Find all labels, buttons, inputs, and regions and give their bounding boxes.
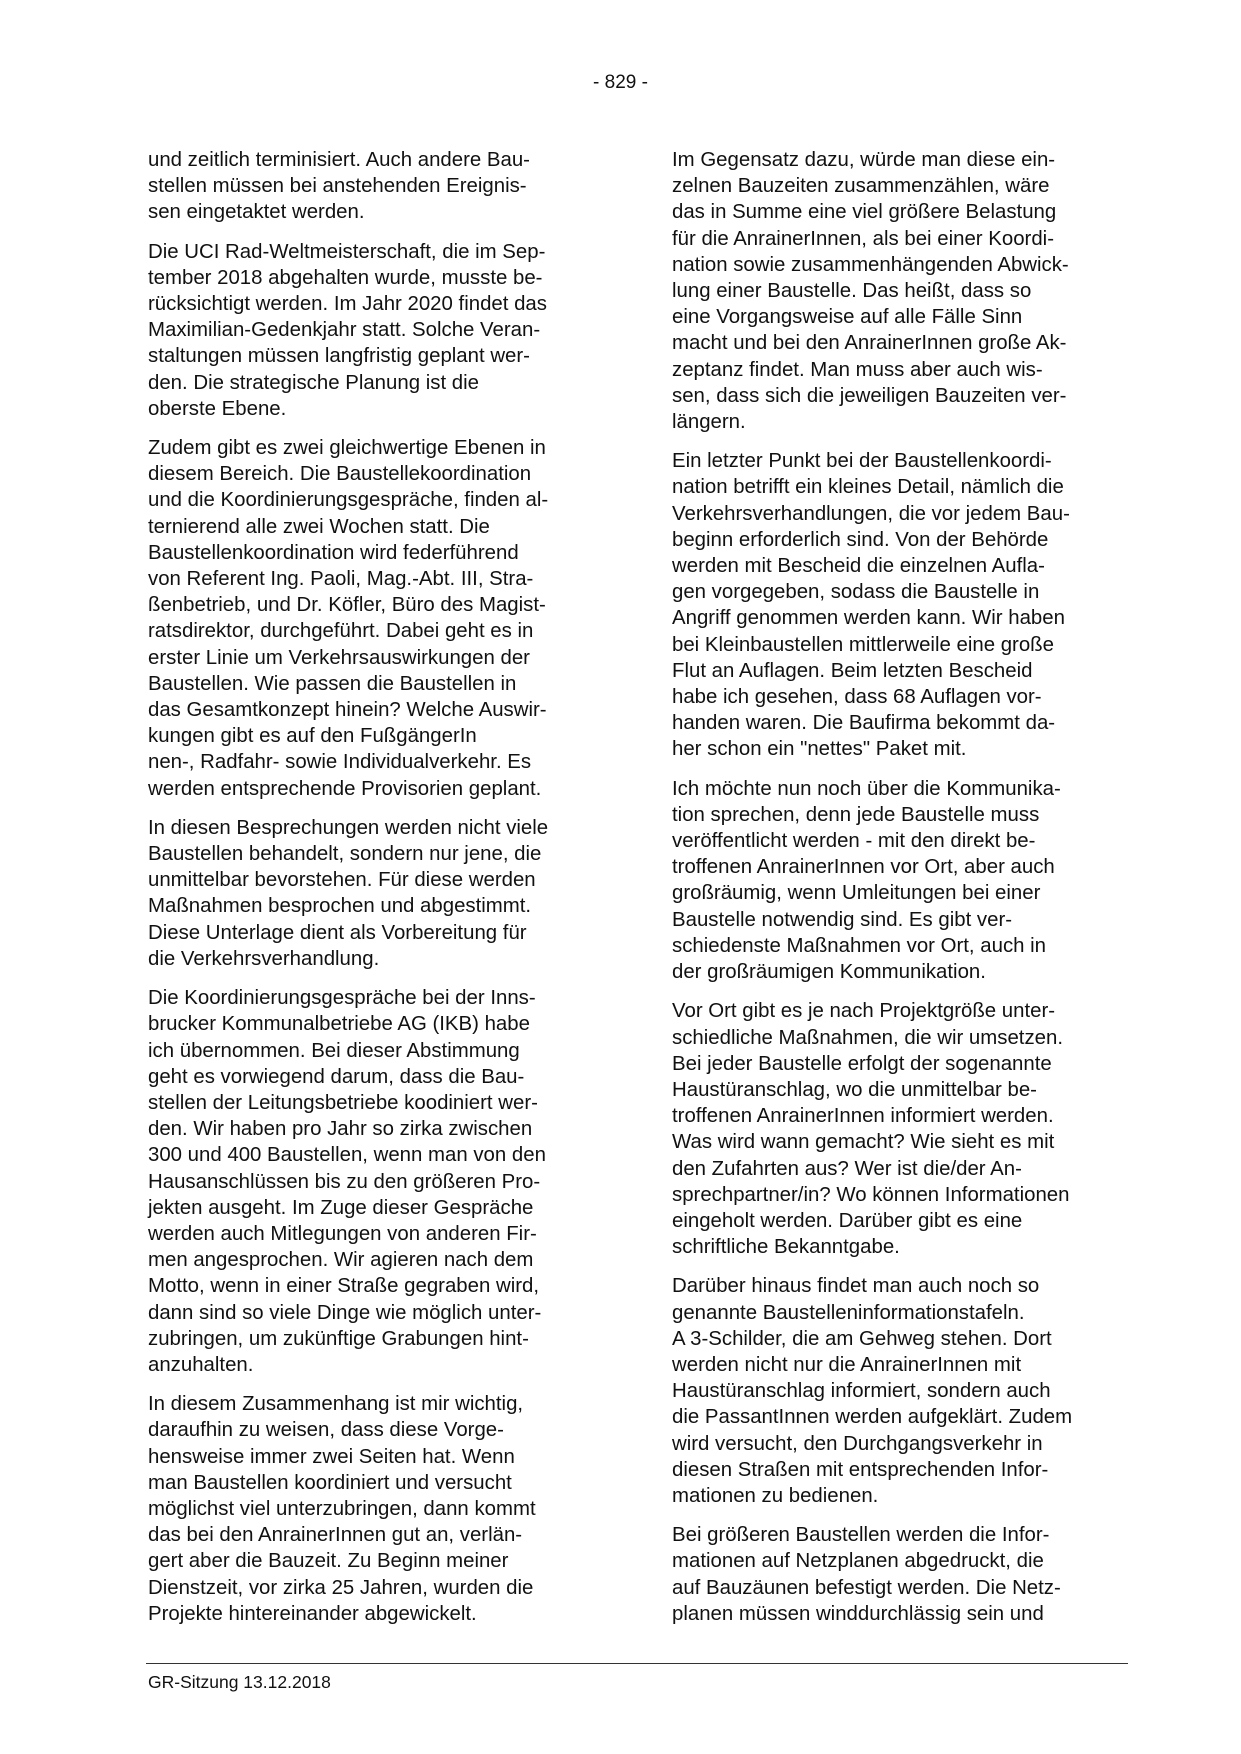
text-line: her schon ein "nettes" Paket mit. xyxy=(672,738,967,761)
text-line: lung einer Baustelle. Das heißt, dass so xyxy=(672,280,1032,303)
paragraph xyxy=(148,435,598,802)
text-line: Was wird wann gemacht? Wie sieht es mit xyxy=(672,1131,1055,1154)
text-line: Ein letzter Punkt bei der Baustellenkoordi- xyxy=(672,450,1052,473)
text-line: sprechpartner/in? Wo können Informationen xyxy=(672,1183,1070,1206)
paragraph xyxy=(672,776,1122,986)
text-line: Baustelle notwendig sind. Es gibt ver- xyxy=(672,908,1013,931)
text-line: Maßnahmen besprochen und abgestimmt. xyxy=(148,895,532,918)
text-line: Bei größeren Baustellen werden die Infor- xyxy=(672,1524,1050,1547)
text-line: man Baustellen koordiniert und versucht xyxy=(148,1471,512,1494)
text-line: troffenen AnrainerInnen vor Ort, aber auch xyxy=(672,856,1055,879)
paragraph xyxy=(148,147,598,226)
text-line: staltungen müssen langfristig geplant wer- xyxy=(148,345,530,368)
text-line: habe ich gesehen, dass 68 Auflagen vor- xyxy=(672,686,1042,709)
text-line: nation sowie zusammenhängenden Abwick- xyxy=(672,253,1069,276)
text-line: die PassantInnen werden aufgeklärt. Zudem xyxy=(672,1406,1073,1429)
text-line: Bei jeder Baustelle erfolgt der sogenannte xyxy=(672,1052,1052,1075)
text-line: Haustüranschlag informiert, sondern auch xyxy=(672,1380,1051,1403)
text-line: tember 2018 abgehalten wurde, musste be- xyxy=(148,266,543,289)
text-line: auf Bauzäunen befestigt werden. Die Netz- xyxy=(672,1576,1061,1599)
text-line: Maximilian-Gedenkjahr statt. Solche Veran- xyxy=(148,319,541,342)
right-column xyxy=(672,147,1122,1640)
text-line: zeptanz findet. Man muss aber auch wis- xyxy=(672,358,1043,381)
text-line: bei Kleinbaustellen mittlerweile eine große xyxy=(672,633,1054,656)
text-line: längern. xyxy=(672,411,746,434)
text-line: ratsdirektor, durchgeführt. Dabei geht es in xyxy=(148,620,534,643)
paragraph xyxy=(148,239,598,422)
text-line: gen vorgegeben, sodass die Baustelle in xyxy=(672,581,1040,604)
footer-divider xyxy=(146,1663,1128,1664)
text-line: schriftliche Bekanntgabe. xyxy=(672,1236,900,1259)
text-line: Motto, wenn in einer Straße gegraben wird, xyxy=(148,1275,540,1298)
text-line: Haustüranschlag, wo die unmittelbar be- xyxy=(672,1078,1037,1101)
text-line: Diese Unterlage dient als Vorbereitung für xyxy=(148,921,527,944)
text-line: zubringen, um zukünftige Grabungen hint- xyxy=(148,1327,529,1350)
paragraph xyxy=(672,1273,1122,1509)
text-line: stellen müssen bei anstehenden Ereignis- xyxy=(148,175,527,198)
text-line: den. Wir haben pro Jahr so zirka zwischen xyxy=(148,1118,533,1141)
text-line: hensweise immer zwei Seiten hat. Wenn xyxy=(148,1445,515,1468)
text-line: macht und bei den AnrainerInnen große Ak- xyxy=(672,332,1067,355)
text-line: erster Linie um Verkehrsauswirkungen der xyxy=(148,646,530,669)
text-line: die Verkehrsverhandlung. xyxy=(148,947,380,970)
text-line: Baustellen. Wie passen die Baustellen in xyxy=(148,672,517,695)
text-line: nen-, Radfahr- sowie Individualverkehr. Es xyxy=(148,751,532,774)
text-line: brucker Kommunalbetriebe AG (IKB) habe xyxy=(148,1013,530,1036)
text-line: mationen zu bedienen. xyxy=(672,1484,879,1507)
text-line: dann sind so viele Dinge wie möglich unter- xyxy=(148,1301,542,1324)
text-line: werden mit Bescheid die einzelnen Aufla- xyxy=(672,555,1045,578)
text-line: genannte Baustelleninformationstafeln. xyxy=(672,1301,1025,1324)
text-line: diesem Bereich. Die Baustellekoordination xyxy=(148,463,532,486)
text-line: Hausanschlüssen bis zu den größeren Pro- xyxy=(148,1170,541,1193)
text-line: Flut an Auflagen. Beim letzten Bescheid xyxy=(672,659,1033,682)
text-line: Projekte hintereinander abgewickelt. xyxy=(148,1602,477,1625)
text-line: den. Die strategische Planung ist die xyxy=(148,371,479,394)
text-line: diesen Straßen mit entsprechenden Infor- xyxy=(672,1458,1049,1481)
text-line: men angesprochen. Wir agieren nach dem xyxy=(148,1249,534,1272)
text-line: rücksichtigt werden. Im Jahr 2020 findet das xyxy=(148,293,547,316)
text-line: werden auch Mitlegungen von anderen Fir- xyxy=(148,1222,537,1245)
text-line: ternierend alle zwei Wochen statt. Die xyxy=(148,515,490,538)
text-line: eine Vorgangsweise auf alle Fälle Sinn xyxy=(672,306,1023,329)
text-line: großräumig, wenn Umleitungen bei einer xyxy=(672,882,1041,905)
text-line: den Zufahrten aus? Wer ist die/der An- xyxy=(672,1157,1022,1180)
text-line: das in Summe eine viel größere Belastung xyxy=(672,201,1057,224)
text-line: jekten ausgeht. Im Zuge dieser Gespräche xyxy=(148,1196,534,1219)
text-line: werden entsprechende Provisorien geplant. xyxy=(148,777,542,800)
text-line: Zudem gibt es zwei gleichwertige Ebenen in xyxy=(148,437,546,460)
text-line: Vor Ort gibt es je nach Projektgröße unter- xyxy=(672,1000,1056,1023)
text-line: handen waren. Die Baufirma bekommt da- xyxy=(672,712,1056,735)
text-line: unmittelbar bevorstehen. Für diese werden xyxy=(148,869,536,892)
text-line: kungen gibt es auf den FußgängerIn xyxy=(148,725,477,748)
text-line: Baustellen behandelt, sondern nur jene, die xyxy=(148,843,542,866)
text-line: Verkehrsverhandlungen, die vor jedem Bau- xyxy=(672,502,1070,525)
text-line: zelnen Bauzeiten zusammenzählen, wäre xyxy=(672,175,1050,198)
text-line: anzuhalten. xyxy=(148,1353,254,1376)
text-line: 300 und 400 Baustellen, wenn man von den xyxy=(148,1144,546,1167)
text-line: nation betrifft ein kleines Detail, nämlich die xyxy=(672,476,1064,499)
text-line: für die AnrainerInnen, als bei einer Koordi- xyxy=(672,227,1054,250)
text-line: wird versucht, den Durchgangsverkehr in xyxy=(672,1432,1043,1455)
text-line: Die UCI Rad-Weltmeisterschaft, die im Sep- xyxy=(148,240,546,263)
text-line: schiedliche Maßnahmen, die wir umsetzen. xyxy=(672,1026,1063,1049)
text-line: Angriff genommen werden kann. Wir haben xyxy=(672,607,1065,630)
text-line: daraufhin zu weisen, dass diese Vorge- xyxy=(148,1419,504,1442)
text-line: ich übernommen. Bei dieser Abstimmung xyxy=(148,1039,520,1062)
text-line: troffenen AnrainerInnen informiert werden. xyxy=(672,1105,1054,1128)
text-line: und zeitlich terminisiert. Auch andere Bau- xyxy=(148,149,530,171)
text-line: Die Koordinierungsgespräche bei der Inns- xyxy=(148,987,536,1010)
text-line: veröffentlicht werden - mit den direkt be- xyxy=(672,830,1036,853)
text-line: möglichst viel unterzubringen, dann kommt xyxy=(148,1497,536,1520)
text-line: Darüber hinaus findet man auch noch so xyxy=(672,1275,1040,1298)
text-line: In diesem Zusammenhang ist mir wichtig, xyxy=(148,1393,524,1416)
text-line: von Referent Ing. Paoli, Mag.-Abt. III, Stra- xyxy=(148,568,534,591)
text-line: geht es vorwiegend darum, dass die Bau- xyxy=(148,1065,525,1088)
paragraph xyxy=(148,815,598,972)
text-line: A 3-Schilder, die am Gehweg stehen. Dort xyxy=(672,1327,1052,1350)
paragraph xyxy=(672,1522,1122,1627)
page-number: - 829 - xyxy=(593,72,648,93)
text-line: sen eingetaktet werden. xyxy=(148,201,365,224)
paragraph xyxy=(672,448,1122,762)
text-line: Ich möchte nun noch über die Kommunika- xyxy=(672,777,1061,800)
text-line: der großräumigen Kommunikation. xyxy=(672,961,986,984)
text-line: oberste Ebene. xyxy=(148,397,287,420)
text-line: Dienstzeit, vor zirka 25 Jahren, wurden die xyxy=(148,1576,534,1599)
text-line: eingeholt werden. Darüber gibt es eine xyxy=(672,1209,1023,1232)
text-line: werden nicht nur die AnrainerInnen mit xyxy=(672,1353,1022,1376)
text-line: Baustellenkoordination wird federführend xyxy=(148,541,519,564)
footer-session-date: GR-Sitzung 13.12.2018 xyxy=(148,1672,331,1692)
text-line: ßenbetrieb, und Dr. Köfler, Büro des Magist- xyxy=(148,594,546,617)
text-line: mationen auf Netzplanen abgedruckt, die xyxy=(672,1550,1044,1573)
paragraph xyxy=(672,998,1122,1260)
text-line: planen müssen winddurchlässig sein und xyxy=(672,1602,1044,1625)
text-line: das Gesamtkonzept hinein? Welche Auswir- xyxy=(148,699,547,722)
text-line: In diesen Besprechungen werden nicht viele xyxy=(148,816,549,839)
left-column xyxy=(148,147,598,1640)
text-line: und die Koordinierungsgespräche, finden al- xyxy=(148,489,549,512)
text-line: schiedenste Maßnahmen vor Ort, auch in xyxy=(672,934,1047,957)
text-line: tion sprechen, denn jede Baustelle muss xyxy=(672,803,1040,826)
paragraph xyxy=(672,147,1122,435)
text-line: beginn erforderlich sind. Von der Behörde xyxy=(672,528,1049,551)
text-line: das bei den AnrainerInnen gut an, verlän- xyxy=(148,1524,523,1547)
paragraph xyxy=(148,1391,598,1627)
paragraph xyxy=(148,985,598,1378)
text-line: gert aber die Bauzeit. Zu Beginn meiner xyxy=(148,1550,509,1573)
text-line: stellen der Leitungsbetriebe koodiniert wer- xyxy=(148,1091,538,1114)
text-line: Im Gegensatz dazu, würde man diese ein- xyxy=(672,149,1056,171)
text-line: sen, dass sich die jeweiligen Bauzeiten ver- xyxy=(672,384,1067,407)
